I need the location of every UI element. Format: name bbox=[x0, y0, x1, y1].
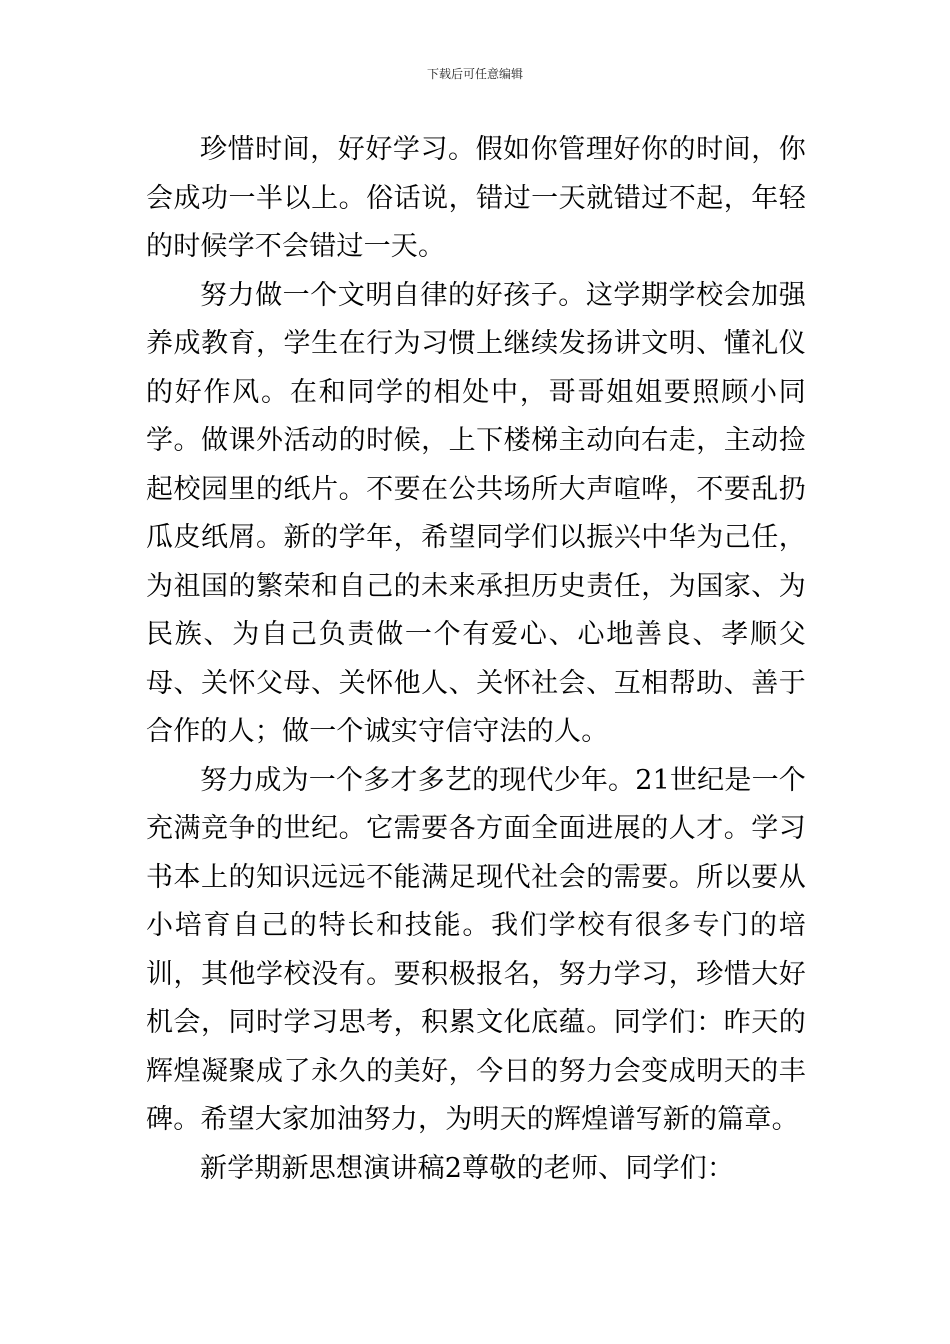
paragraph: 新学期新思想演讲稿2尊敬的老师、同学们： bbox=[200, 1152, 735, 1184]
page-header: 下载后可任意编辑 bbox=[426, 67, 523, 81]
document-body bbox=[146, 126, 806, 1193]
paragraph: 珍惜时间，好好学习。假如你管理好你的时间，你会成功一半以上。俗话说，错过一天就错过不起，年轻的时候学不会错过一天。 bbox=[146, 134, 806, 262]
paragraph: 努力做一个文明自律的好孩子。这学期学校会加强养成教育，学生在行为习惯上继续发扬讲文明、懂礼仪的好作风。在和同学的相处中，哥哥姐姐要照顾小同学。做课外活动的时候，上下楼梯主动向右走，主动捡起校园里的纸片。不要在公共场所大声喧哗，不要乱扔瓜皮纸屑。新的学年，希望同学们以振兴中华为己任，为祖国的繁荣和自己的未来承担历史责任，为国家、为民族、为自己负责做一个有爱心、心地善良、孝顺父母、关怀父母、关怀他人、关怀社会、互相帮助、善于合作的人；做一个诚实守信守法的人。 bbox=[146, 279, 806, 747]
paragraph: 努力成为一个多才多艺的现代少年。21世纪是一个充满竞争的世纪。它需要各方面全面进展的人才。学习书本上的知识远远不能满足现代社会的需要。所以要从小培育自己的特长和技能。我们学校有很多专门的培训，其他学校没有。要积极报名，努力学习，珍惜大好机会，同时学习思考，积累文化底蕴。同学们：昨天的辉煌凝聚成了永久的美好，今日的努力会变成明天的丰碑。希望大家加油努力，为明天的辉煌谱写新的篇章。 bbox=[146, 764, 806, 1135]
